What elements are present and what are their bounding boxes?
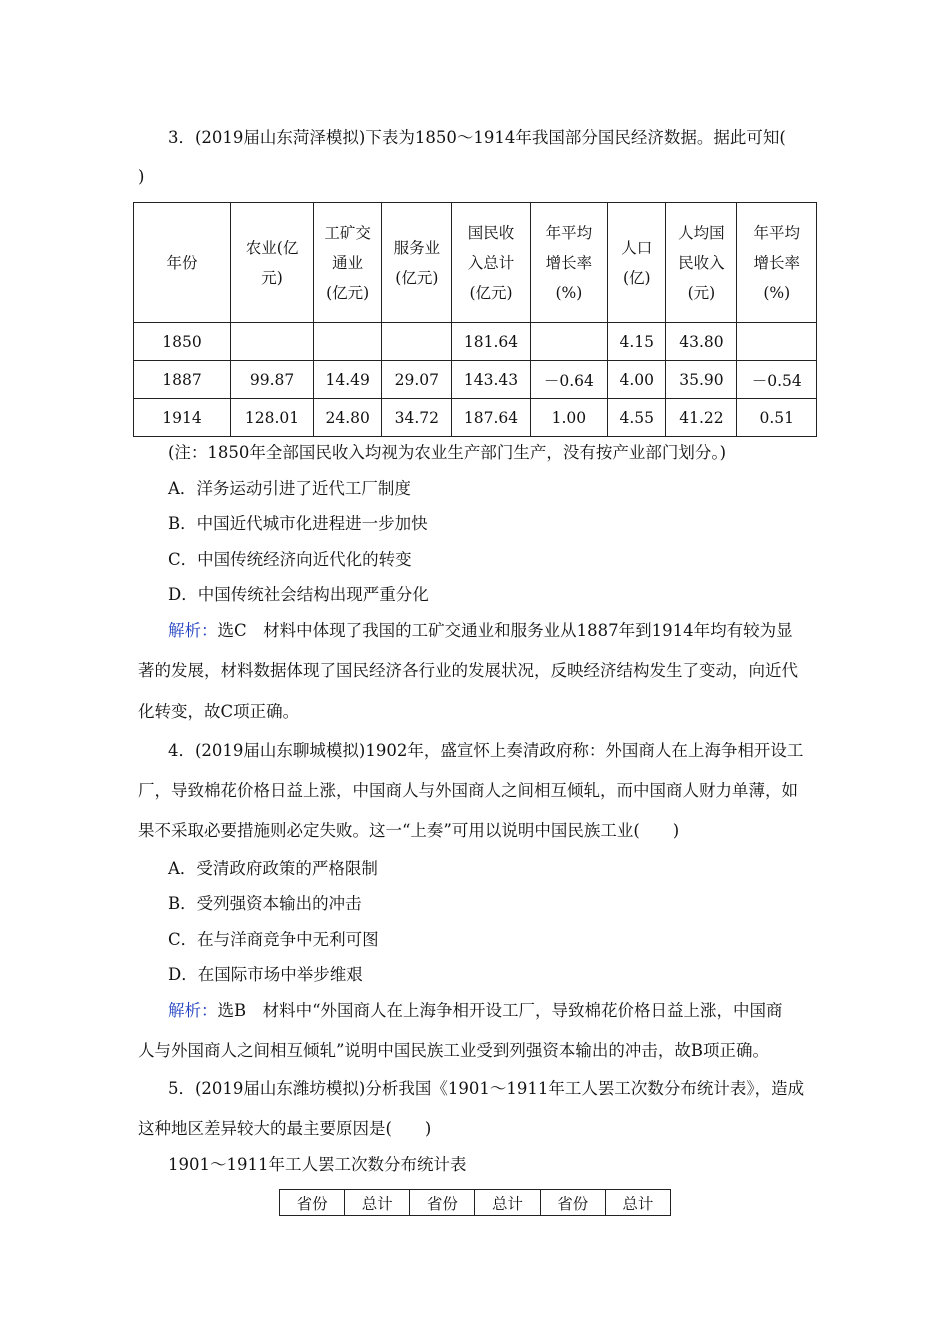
table-header-cell <box>530 203 608 323</box>
table-cell: 41.22 <box>666 399 737 437</box>
table-cell <box>530 323 608 361</box>
table-cell: 24.80 <box>314 399 382 437</box>
header-cell-line: 年平均 <box>753 223 800 242</box>
q4-option-c: C．在与洋商竞争中无利可图 <box>168 930 379 949</box>
q3-analysis-line1 <box>168 621 844 641</box>
table-cell: 143.43 <box>452 361 530 399</box>
q3-option-a: A．洋务运动引进了近代工厂制度 <box>168 479 411 498</box>
header-cell-line: 年份 <box>166 253 198 272</box>
table-cell <box>737 323 817 361</box>
table-cell: 1887 <box>134 361 231 399</box>
q3-option-c: C．中国传统经济向近代化的转变 <box>168 550 412 569</box>
table-cell <box>382 323 452 361</box>
table-row <box>134 399 817 437</box>
analysis-text: 选C 材料中体现了我国的工矿交通业和服务业从1887年到1914年均有较为显 <box>217 621 793 640</box>
q4-analysis-line2: 人与外国商人之间相互倾轧”说明中国民族工业受到列强资本输出的冲击，故B项正确。 <box>138 1041 770 1060</box>
table-cell: 1850 <box>134 323 231 361</box>
q4-option-d: D．在国际市场中举步维艰 <box>168 965 363 984</box>
table-header-row <box>280 1190 671 1216</box>
header-cell-line: 元) <box>261 268 283 287</box>
q3-stem-line1: 3．(2019届山东菏泽模拟)下表为1850～1914年我国部分国民经济数据。据此可知( <box>168 128 786 147</box>
q4-stem-line1: 4．(2019届山东聊城模拟)1902年，盛宣怀上奏清政府称：外国商人在上海争相开设工 <box>168 741 804 760</box>
q3-stem-line2: ) <box>138 167 145 186</box>
analysis-label: 解析： <box>168 621 218 640</box>
table-header-cell: 总计 <box>475 1190 540 1216</box>
header-cell-line: 通业 <box>332 253 364 272</box>
header-cell-line: (亿元) <box>395 268 439 287</box>
q4-analysis-line1 <box>168 1001 844 1021</box>
table-cell: 0.51 <box>737 399 817 437</box>
header-cell-line: 服务业 <box>393 238 441 257</box>
table-header-cell <box>314 203 382 323</box>
header-cell-line: 入总计 <box>467 253 515 272</box>
table-header-cell <box>134 203 231 323</box>
table-cell: 43.80 <box>666 323 737 361</box>
table-row <box>134 361 817 399</box>
q3-analysis-line3: 化转变，故C项正确。 <box>138 702 300 721</box>
table-header-cell: 省份 <box>410 1190 475 1216</box>
q4-option-a: A．受清政府政策的严格限制 <box>168 859 378 878</box>
table-header-cell <box>452 203 530 323</box>
q4-stem-line3: 果不采取必要措施则必定失败。这一“上奏”可用以说明中国民族工业( ) <box>138 821 680 840</box>
header-cell-line: 农业(亿 <box>245 238 299 257</box>
q3-option-d: D．中国传统社会结构出现严重分化 <box>168 585 429 604</box>
table-header-cell <box>737 203 817 323</box>
header-cell-line: (元) <box>687 283 716 302</box>
table-cell: 4.15 <box>608 323 666 361</box>
q5-table-title: 1901～1911年工人罢工次数分布统计表 <box>168 1155 467 1174</box>
header-cell-line: 民收入 <box>678 253 725 272</box>
q5-stem-line2: 这种地区差异较大的最主要原因是( ) <box>138 1119 432 1138</box>
header-cell-line: 工矿交 <box>324 223 371 242</box>
table-cell: 4.55 <box>608 399 666 437</box>
table-header-row <box>134 203 817 323</box>
q3-note: (注：1850年全部国民收入均视为农业生产部门生产，没有按产业部门划分。) <box>168 443 727 462</box>
table-header-cell <box>608 203 666 323</box>
table-cell: 14.49 <box>314 361 382 399</box>
table-cell <box>314 323 382 361</box>
analysis-label: 解析： <box>168 1001 218 1020</box>
header-cell-line: (亿) <box>622 268 651 287</box>
header-cell-line: 国民收 <box>467 223 515 242</box>
table-header-cell: 总计 <box>605 1190 670 1216</box>
table-row <box>134 323 817 361</box>
table-cell: 99.87 <box>231 361 314 399</box>
header-cell-line: (%) <box>763 283 791 302</box>
table-cell: －0.54 <box>737 361 817 399</box>
table-cell: －0.64 <box>530 361 608 399</box>
header-cell-line: (亿元) <box>469 283 513 302</box>
header-cell-line: 人均国 <box>678 223 725 242</box>
q4-option-b: B．受列强资本输出的冲击 <box>168 894 362 913</box>
table-cell: 4.00 <box>608 361 666 399</box>
table-header-cell <box>231 203 314 323</box>
header-cell-line: 人口 <box>621 238 653 257</box>
table-cell: 181.64 <box>452 323 530 361</box>
table-header-cell <box>666 203 737 323</box>
q5-stem-line1: 5．(2019届山东潍坊模拟)分析我国《1901～1911年工人罢工次数分布统计表》，造成 <box>168 1079 805 1098</box>
q5-strike-table <box>279 1189 671 1216</box>
q3-economic-data-table <box>133 202 817 437</box>
table-cell: 29.07 <box>382 361 452 399</box>
table-cell: 1914 <box>134 399 231 437</box>
table-header-cell <box>382 203 452 323</box>
table-cell: 34.72 <box>382 399 452 437</box>
q3-analysis-line2: 著的发展，材料数据体现了国民经济各行业的发展状况，反映经济结构发生了变动，向近代 <box>138 661 798 680</box>
table-cell: 35.90 <box>666 361 737 399</box>
table-cell: 187.64 <box>452 399 530 437</box>
table-header-cell: 省份 <box>280 1190 345 1216</box>
header-cell-line: (亿元) <box>326 283 370 302</box>
analysis-text: 选B 材料中“外国商人在上海争相开设工厂，导致棉花价格日益上涨，中国商 <box>217 1001 783 1020</box>
header-cell-line: 增长率 <box>545 253 593 272</box>
q4-stem-line2: 厂，导致棉花价格日益上涨，中国商人与外国商人之间相互倾轧，而中国商人财力单薄，如 <box>138 781 798 800</box>
header-cell-line: 增长率 <box>753 253 800 272</box>
table-header-cell: 总计 <box>345 1190 410 1216</box>
header-cell-line: 年平均 <box>545 223 593 242</box>
table-cell <box>231 323 314 361</box>
header-cell-line: (%) <box>555 283 583 302</box>
table-header-cell: 省份 <box>540 1190 605 1216</box>
q3-option-b: B．中国近代城市化进程进一步加快 <box>168 514 428 533</box>
table-cell: 1.00 <box>530 399 608 437</box>
table-cell: 128.01 <box>231 399 314 437</box>
